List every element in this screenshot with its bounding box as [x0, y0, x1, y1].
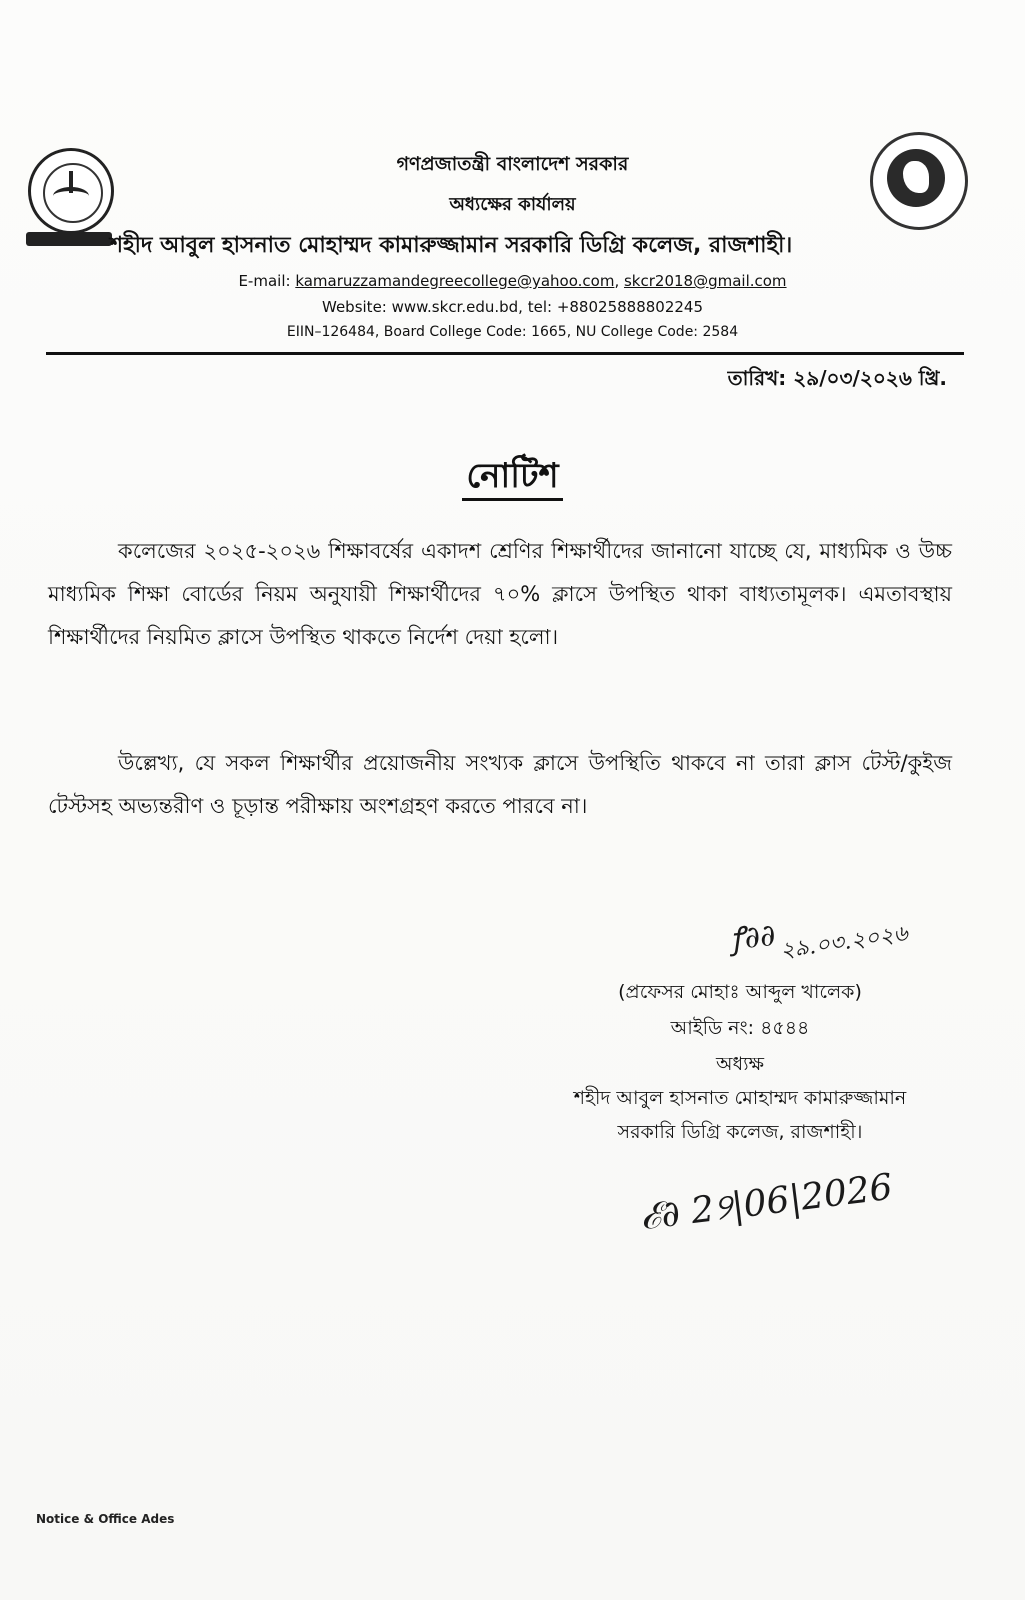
website-line: Website: www.skcr.edu.bd, tel: +88025888802245	[322, 298, 703, 316]
signatory-id: আইডি নং: ৪৫৪৪	[670, 1017, 810, 1039]
email-separator: ,	[614, 272, 624, 290]
college-logo-ribbon	[26, 232, 112, 246]
office-heading: অধ্যক্ষের কার্যালয়	[449, 194, 576, 215]
signature-date: ২৯.০৩.২০২৬	[778, 921, 910, 964]
notice-paragraph-1: কলেজের ২০২৫-২০২৬ শিক্ষাবর্ষের একাদশ শ্রেণির শিক্ষার্থীদের জানানো যাচ্ছে যে, মাধ্যমিক ও উচ্চ মাধ্যমিক শিক্ষা বোর্ডের নিয়ম অনুযায়ী শিক্ষার্থীদের ৭০% ক্লাসে উপস্থিত থাকা বাধ্যতামূলক। এমতাবস্থায় শিক্ষার্থীদের নিয়মিত ক্লাসে উপস্থিত থাকতে নির্দেশ দেয়া হলো।	[48, 539, 952, 649]
email-link-gmail[interactable]: skcr2018@gmail.com	[623, 272, 787, 290]
signatory-institution-line-2: সরকারি ডিগ্রি কলেজ, রাজশাহী।	[617, 1121, 863, 1143]
notice-title	[0, 450, 1025, 507]
email-link-yahoo[interactable]: kamaruzzamandegreecollege@yahoo.com	[295, 272, 615, 290]
email-line	[0, 272, 1025, 290]
email-label: E-mail:	[238, 272, 296, 290]
notice-paragraph-2: উল্লেখ্য, যে সকল শিক্ষার্থীর প্রয়োজনীয় সংখ্যক ক্লাসে উপস্থিতি থাকবে না তারা ক্লাস টেস্ট/কুইজ টেস্টসহ অভ্যন্তরীণ ও চূড়ান্ত পরীক্ষায় অংশগ্রহণ করতে পারবে না।	[48, 751, 952, 818]
notice-date: তারিখ: ২৯/০৩/২০২৬ খ্রি.	[727, 366, 947, 390]
signatory-institution-line-1: শহীদ আবুল হাসনাত মোহাম্মদ কামারুজ্জামান	[573, 1087, 907, 1109]
notice-title-text: নোটিশ	[462, 456, 562, 501]
college-name: শহীদ আবুল হাসনাত মোহাম্মদ কামারুজ্জামান সরকারি ডিগ্রি কলেজ, রাজশাহী।	[110, 233, 793, 258]
government-heading: গণপ্রজাতন্ত্রী বাংলাদেশ সরকার	[396, 153, 629, 175]
codes-line: EIIN–126484, Board College Code: 1665, NU College Code: 2584	[286, 324, 739, 340]
footer-note: Notice & Office Ades	[36, 1512, 175, 1526]
signatory-name: (প্রফেসর মোহাঃ আব্দুল খালেক)	[618, 981, 862, 1003]
signatory-role: অধ্যক্ষ	[715, 1053, 764, 1075]
second-signature: ℰ∂ 2୨|06|2026	[638, 1166, 895, 1239]
principal-signature: ꝭ∂∂	[728, 917, 778, 958]
header-divider	[46, 352, 964, 355]
